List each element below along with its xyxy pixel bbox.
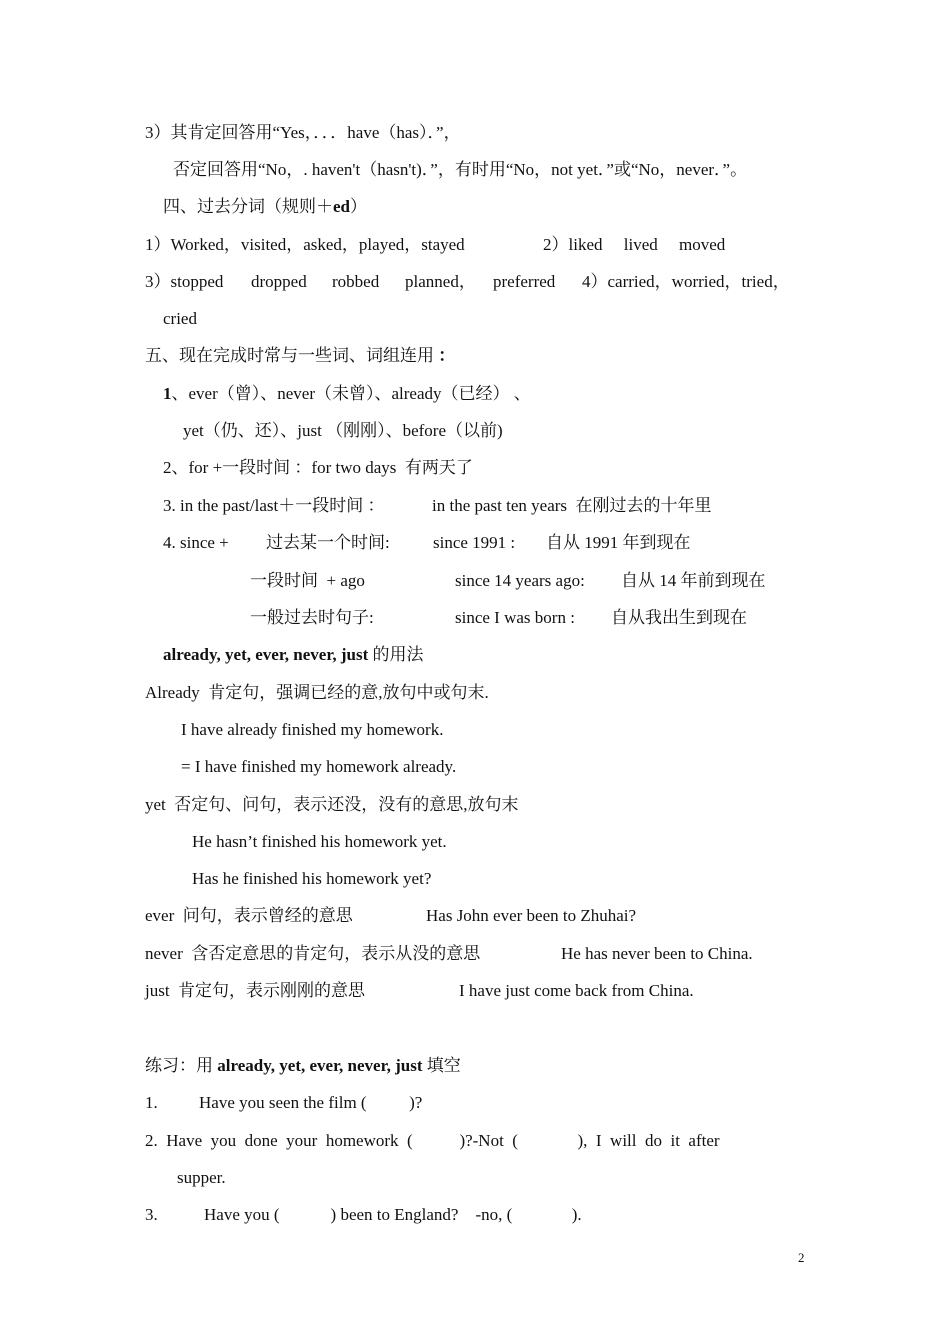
exercise-item-continued: supper. (177, 1168, 226, 1187)
text-segment: 、ever（曾）、never（未曾）、already（已经） 、 (171, 384, 531, 403)
text-line: ever 问句，表示曾经的意思 (145, 906, 353, 925)
page-number: 2 (798, 1250, 805, 1265)
text-line: 一般过去时句子: (250, 608, 374, 627)
text-line: 1）Worked，visited，asked，played，stayed (145, 235, 465, 254)
text-line: yet 否定句、问句，表示还没，没有的意思,放句末 (145, 795, 519, 814)
text-line: since I was born : (455, 608, 575, 627)
section-heading-four (163, 196, 367, 218)
example-sentence: Has he finished his homework yet? (192, 869, 432, 888)
text-line: 过去某一个时间: (266, 533, 390, 552)
text-line: 3）其肯定回答用“Yes，．．．have（has）．”， (145, 123, 461, 142)
text-line: 自从 1991 年到现在 (546, 533, 691, 552)
text-line: 4. since + (163, 533, 229, 552)
text-line: 2、for +一段时间 ：for two days 有两天了 (163, 458, 473, 477)
text-line: yet（仍、还）、just （刚刚）、before（以前) (183, 421, 503, 440)
text-line: cried (163, 309, 197, 328)
example-sentence: I have already finished my homework. (181, 720, 444, 739)
text-segment: 四、过去分词（规则＋ (163, 197, 333, 216)
text-segment: 填空 (422, 1056, 461, 1075)
exercise-number: 3. (145, 1205, 158, 1224)
text-segment: ） (350, 197, 367, 216)
exercise-heading (145, 1055, 461, 1077)
text-line: since 1991 : (433, 533, 516, 552)
text-line: 否定回答用“No，. haven't（hasn't)．”，有时用“No，not yet．”或“No，never．”。 (173, 160, 748, 179)
example-sentence: He has never been to China. (561, 944, 753, 963)
text-segment: 的用法 (368, 645, 424, 664)
text-line: 2）liked lived moved (543, 235, 726, 254)
text-line: preferred (493, 272, 556, 291)
example-sentence: Has John ever been to Zhuhai? (426, 906, 637, 925)
exercise-item: Have you ( ) been to England? -no, ( ). (204, 1205, 582, 1224)
text-segment-bold: already, yet, ever, never, just (163, 645, 369, 664)
exercise-number: 1. (145, 1093, 158, 1112)
text-line: just 肯定句，表示刚刚的意思 (145, 981, 366, 1000)
example-sentence: He hasn’t finished his homework yet. (192, 832, 447, 851)
text-line: robbed (332, 272, 380, 291)
text-line: planned， (405, 272, 476, 291)
example-sentence: I have just come back from China. (459, 981, 694, 1000)
text-segment-bold: ed (333, 197, 350, 216)
section-heading-five (145, 345, 455, 367)
text-segment: 五、现在完成时常与一些词、词组连用 (145, 346, 439, 365)
subheading-usage (163, 644, 423, 666)
example-sentence: = I have finished my homework already. (181, 757, 457, 776)
text-line: 3. in the past/last＋一段时间 ： (163, 496, 385, 515)
text-line: since 14 years ago: (455, 571, 585, 590)
text-segment-bold: already, yet, ever, never, just (217, 1056, 423, 1075)
text-line: 一段时间 + ago (250, 571, 365, 590)
text-line: Already 肯定句，强调已经的意,放句中或句末. (145, 683, 489, 702)
text-line: 4）carried，worried，tried， (582, 272, 790, 291)
exercise-item: Have you seen the film ( )? (199, 1093, 423, 1112)
text-segment-bold: 1 (163, 384, 172, 403)
exercise-item: 2. Have you done your homework ( )?-Not ( ), I will do it after (145, 1131, 720, 1150)
text-segment: 练习：用 (145, 1056, 218, 1075)
text-line: 自从 14 年前到现在 (621, 571, 766, 590)
text-line: never 含否定意思的肯定句，表示从没的意思 (145, 944, 481, 963)
text-line: in the past ten years 在刚过去的十年里 (432, 496, 712, 515)
text-line (163, 383, 531, 405)
text-line: 3）stopped (145, 272, 224, 291)
text-line: dropped (251, 272, 307, 291)
text-segment-bold: ： (438, 346, 456, 365)
text-line: 自从我出生到现在 (611, 608, 747, 627)
